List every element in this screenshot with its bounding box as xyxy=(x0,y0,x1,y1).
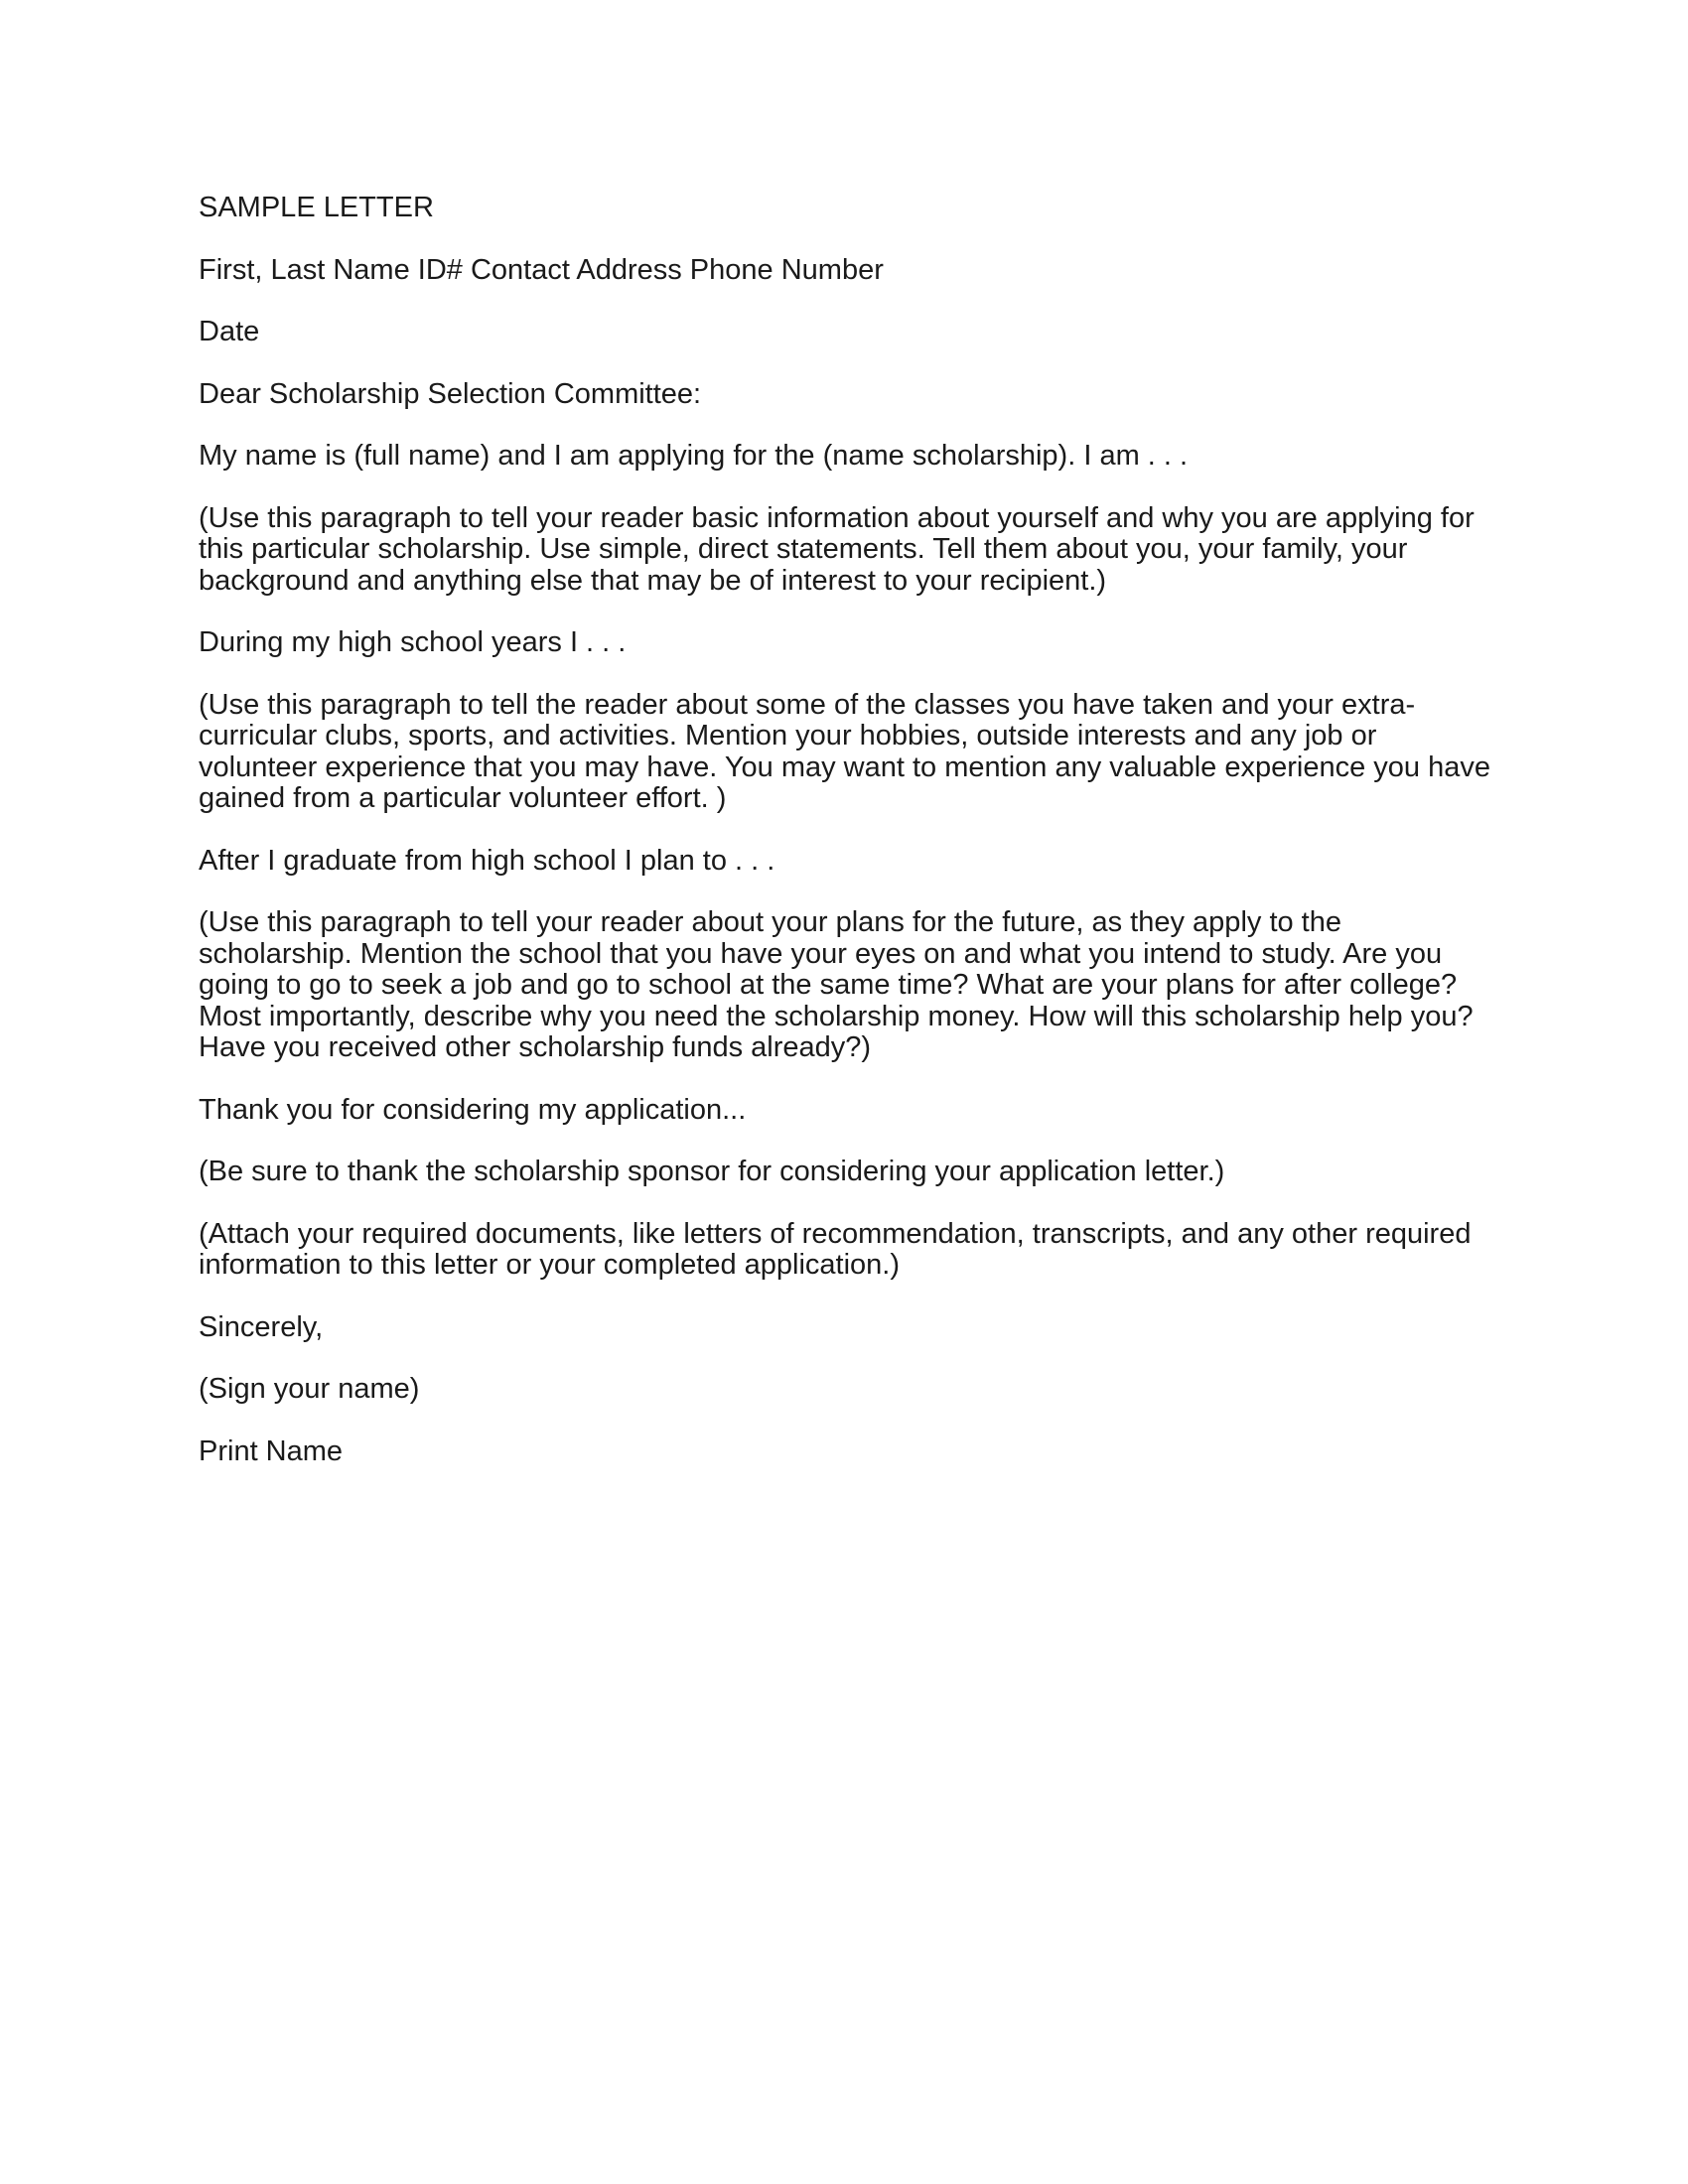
letter-heading: SAMPLE LETTER xyxy=(199,192,434,223)
signature-instruction: (Sign your name) xyxy=(199,1373,420,1405)
school-line: During my high school years I . . . xyxy=(199,626,627,658)
letter-date: Date xyxy=(199,316,260,347)
print-name: Print Name xyxy=(199,1434,344,1467)
thanks-instruction: (Be sure to thank the scholarship sponsor for considering your application letter.) xyxy=(199,1156,1225,1187)
plans-line: After I graduate from high school I plan to . . . xyxy=(199,844,775,877)
school-instruction: (Use this paragraph to tell the reader about some of the classes you have taken and your extra-curricular clubs, sports, and activities. Mention your hobbies, outside interests and any job or volunteer experience that you may have. You may want to mention any valuable experience you have gained from a particular volunteer effort. ) xyxy=(199,688,1490,814)
sender-info: First, Last Name ID# Contact Address Phone Number xyxy=(199,253,884,286)
intro-line: My name is (full name) and I am applying for the (name scholarship). I am . . . xyxy=(199,440,1189,472)
attach-instruction: (Attach your required documents, like letters of recommendation, transcripts, and any other required information to this letter or your completed application.) xyxy=(199,1217,1472,1281)
letter-page xyxy=(199,193,1499,1498)
thanks-line: Thank you for considering my application... xyxy=(199,1093,747,1126)
intro-instruction: (Use this paragraph to tell your reader basic information about yourself and why you are applying for this particular scholarship. Use simple, direct statements. Tell them about you, your family, your background and anything else that may be of interest to your recipient.) xyxy=(199,501,1475,597)
salutation: Dear Scholarship Selection Committee: xyxy=(199,377,702,410)
closing: Sincerely, xyxy=(199,1310,324,1343)
plans-instruction: (Use this paragraph to tell your reader about your plans for the future, as they apply to the scholarship. Mention the school that you have your eyes on and what you intend to study. Are you going to go to seek a job and go to school at the same time? What are your plans for after college? Most importantly, describe why you need the scholarship money. How will this scholarship help you? Have you received other scholarship funds already?) xyxy=(199,906,1474,1063)
